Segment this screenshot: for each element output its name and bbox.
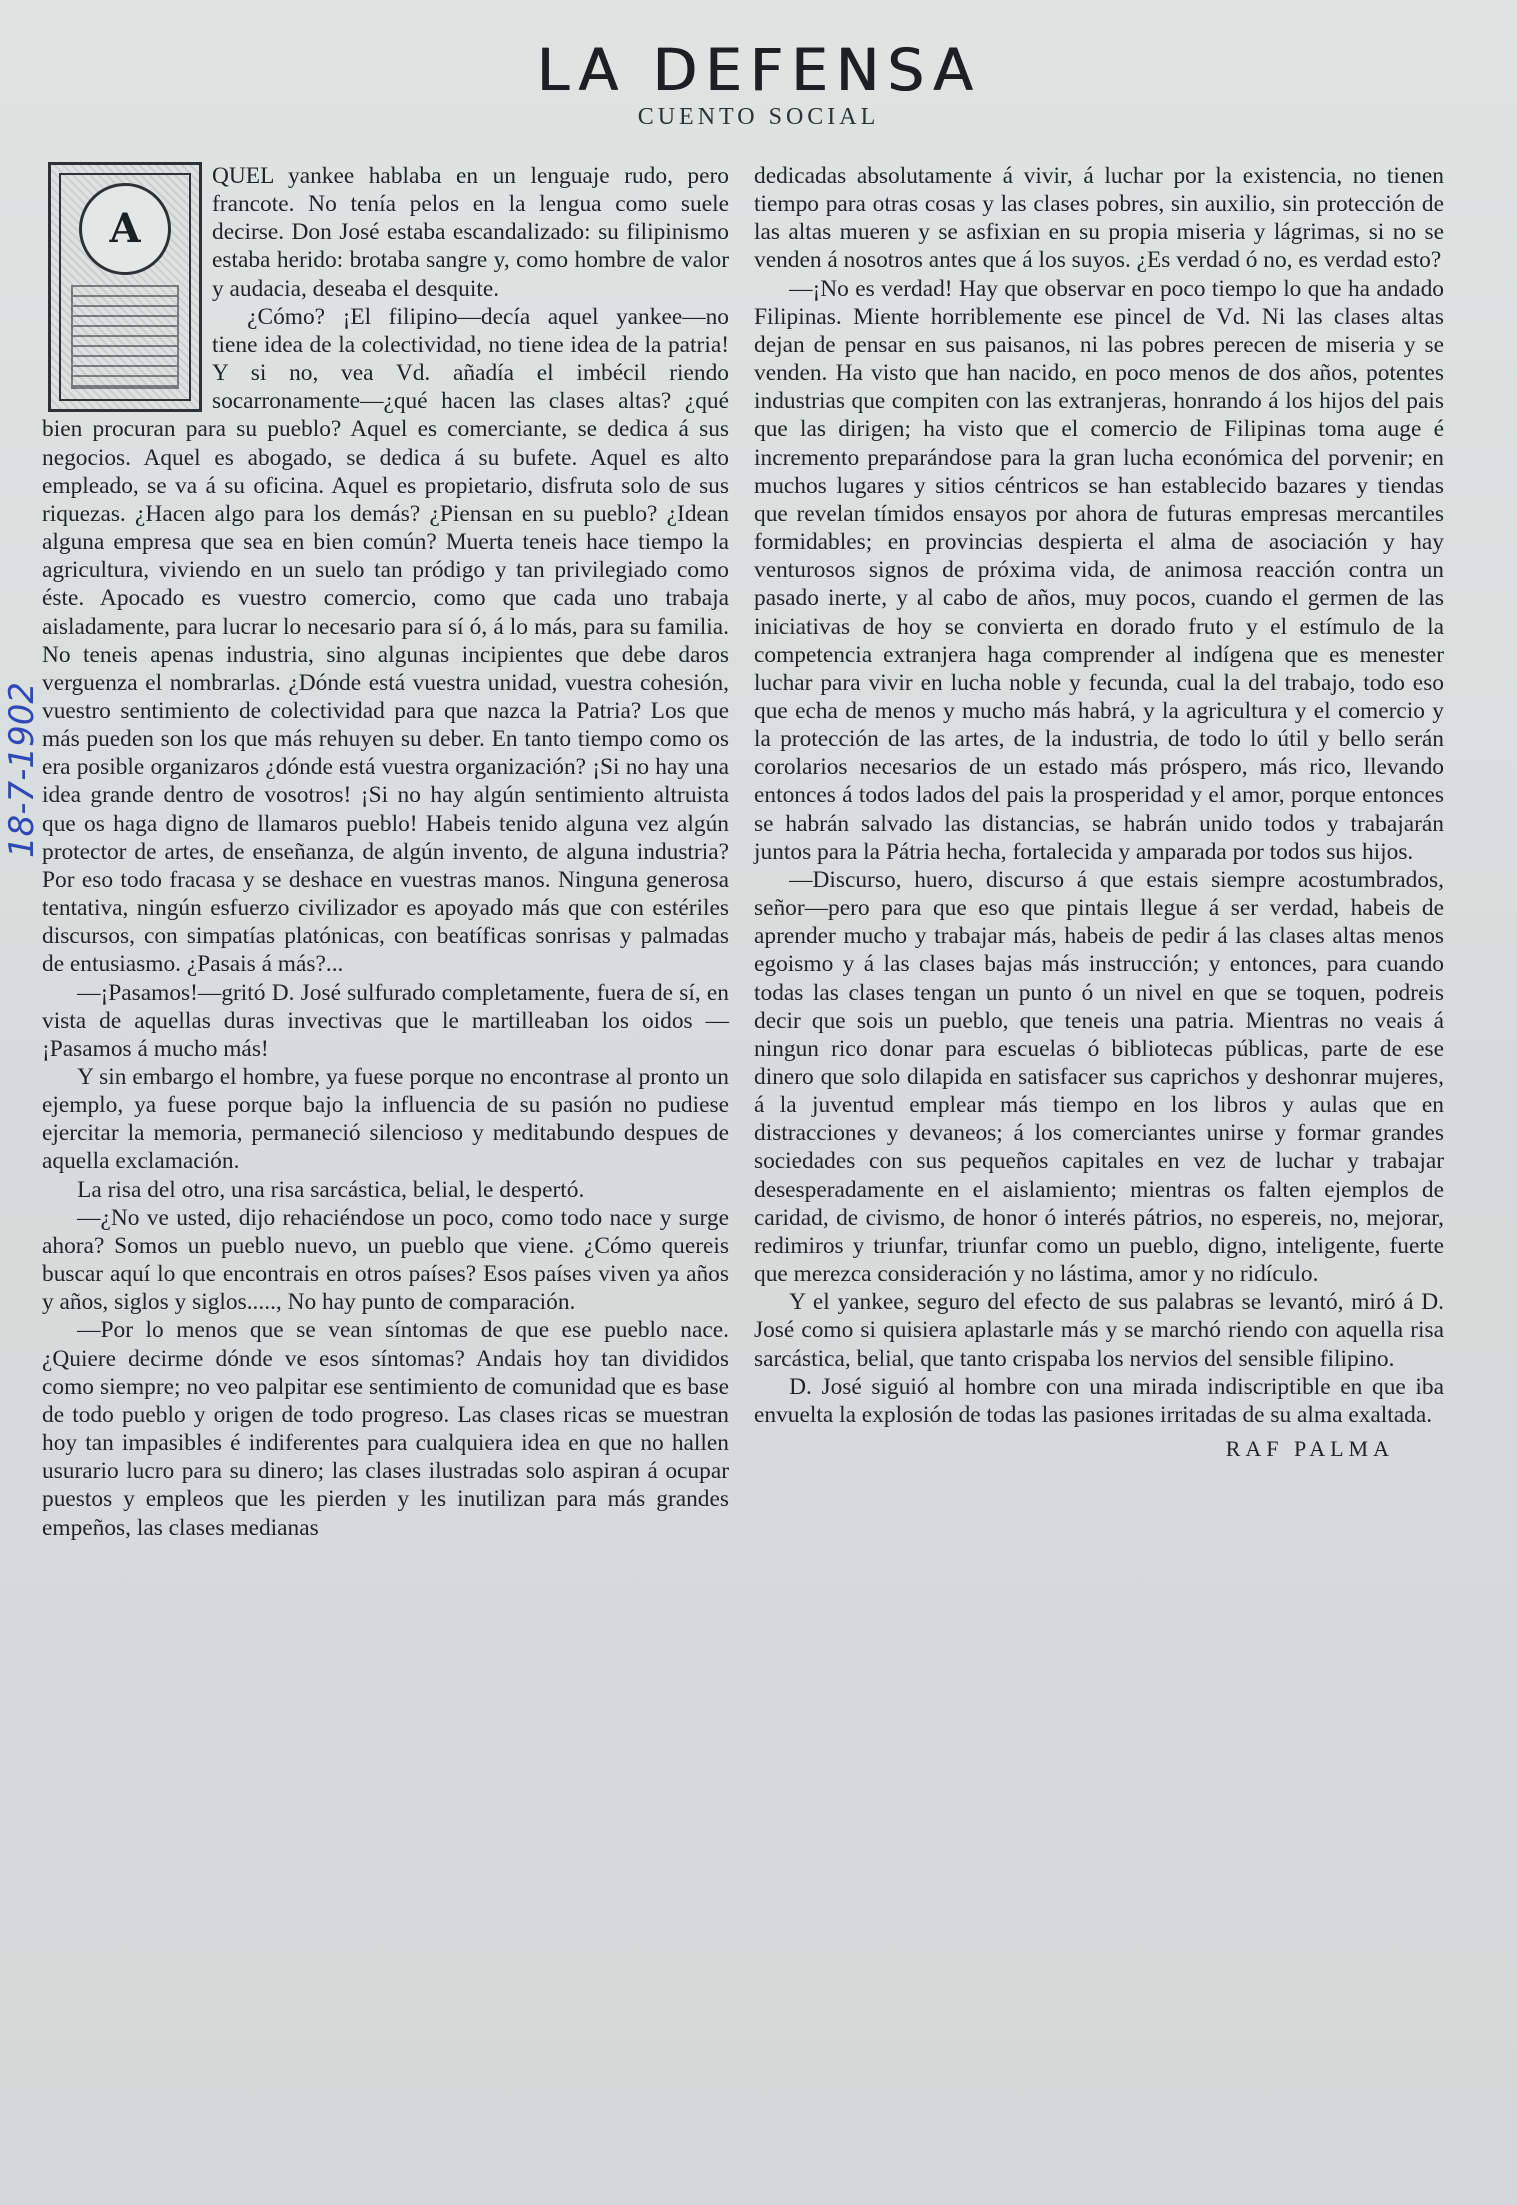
- paragraph: Y sin embargo el hombre, ya fuese porque no encontrase al pronto un ejemplo, ya fuese porque bajo la influencia de su pasión no pudiese ejercitar la memoria, permaneció silencioso y meditabundo despues de aquella exclamación.: [42, 1064, 729, 1175]
- paragraph: ¿Cómo? ¡El filipino—decía aquel yankee—no tiene idea de la colectividad, no tiene idea de la patria! Y si no, vea Vd. añadía el imbécil riendo socarronamente—¿qué hacen las clases altas? ¿qué bien procuran para su pueblo? Aquel es comerciante, se dedica á sus negocios. Aquel es abogado, se dedica á su bufete. Aquel es alto empleado, se va á su oficina. Aquel es propietario, disfruta solo de sus riquezas. ¿Hacen algo para los demás? ¿Piensan en su pueblo? ¿Idean alguna empresa que sea en bien común? Muerta teneis hace tiempo la agricultura, viviendo en un suelo tan pródigo y tan privilegiado como éste. Apocado es vuestro comercio, como que cada uno trabaja aisladamente, para lucrar lo necesario para sí ó, á lo más, para su familia. No teneis apenas industria, sino algunas incipientes que debe daros verguenza el nombrarlas. ¿Dónde está vuestra unidad, vuestra cohesión, vuestro sentimiento de colectividad para que nazca la Patria? Los que más pueden son los que más rehuyen su deber. En tanto tiempo como os era posible organizaros ¿dónde está vuestra organización? ¡Si no hay una idea grande dentro de vosotros! ¡Si no hay algún sentimiento altruista que os haga digno de llamaros pueblo! Habeis tenido alguna vez algún protector de artes, de enseñanza, de algún invento, de alguna industria? Por eso todo fracasa y se deshace en vuestras manos. Ninguna generosa tentativa, ningún esfuerzo civilizador es apoyado más que con estériles discursos, con simpatías platónicas, con beatíficas sonrisas y palmadas de entusiasmo. ¿Pasais á más?...: [42, 303, 729, 978]
- paragraph: dedicadas absolutamente á vivir, á luchar por la existencia, no tienen tiempo para otras cosas y las clases pobres, sin auxilio, sin protección de las altas mueren y se asfixian en su propia miseria y lágrimas, si no se venden á nosotros antes que á los suyos. ¿Es verdad ó no, es verdad esto?: [754, 163, 1444, 274]
- right-column: [754, 162, 1444, 1463]
- paragraph: —¡Pasamos!—gritó D. José sulfurado completamente, fuera de sí, en vista de aquellas duras invectivas que le martilleaban los oidos —¡Pasamos á mucho más!: [42, 979, 729, 1062]
- dropcap-letter: A: [79, 183, 171, 275]
- paragraph: —¿No ve usted, dijo rehaciéndose un poco, como todo nace y surge ahora? Somos un pueblo nuevo, un pueblo que viene. ¿Cómo quereis buscar aquí lo que encontrais en otros países? Esos países viven ya años y años, siglos y siglos....., No hay punto de comparación.: [42, 1204, 729, 1316]
- handwritten-annotation: 18-7-1902: [2, 682, 42, 858]
- paragraph: —Por lo menos que se vean síntomas de que ese pueblo nace. ¿Quiere decirme dónde ve esos síntomas? Andais hoy tan divididos como siempre; no veo palpitar ese sentimiento de comunidad que es base de todo pueblo y origen de todo progreso. Las clases ricas se muestran hoy tan impasibles é indiferentes para cualquiera idea en que no hallen usurario lucro para su dinero; las clases ilustradas solo aspiran á ocupar puestos y empleos que les pierden y les inutilizan para más grandes empeños, las clases medianas: [42, 1317, 729, 1541]
- left-column: [42, 162, 729, 1542]
- paragraph: Y el yankee, seguro del efecto de sus palabras se levantó, miró á D. José como si quisiera aplastarle más y se marchó riendo con aquella risa sarcástica, belial, que tanto crispaba los nervios del sensible filipino.: [754, 1289, 1444, 1372]
- dropcap-ornament: [71, 285, 179, 389]
- author-signature: RAF PALMA: [1225, 1436, 1394, 1462]
- ornamental-dropcap: [48, 162, 202, 412]
- paragraph: —Discurso, huero, discurso á que estais siempre acostumbrados, señor—pero para que eso que pintais llegue á ser verdad, habeis de aprender mucho y trabajar más, habeis de pedir á las clases altas menos egoismo y á las clases bajas más instrucción; y entonces, para cuando todas las clases tengan un punto ó un nivel en que se toquen, podreis decir que sois un pueblo, que teneis una patria. Mientras no veais á ningun rico donar para escuelas ó bibliotecas públicas, parte de ese dinero que solo dilapida en satisfacer sus caprichos y deshonrar mujeres, á la juventud emplear más tiempo en los libros y aulas que en distracciones y devaneos; á los comerciantes unirse y formar grandes sociedades con sus pequeños capitales en vez de luchar y trabajar desesperadamente en el aislamiento; mientras os falten ejemplos de caridad, de civismo, de honor ó interés pátrios, no espereis, no, mejorar, redimiros y triunfar, triunfar como un pueblo, digno, inteligente, fuerte que merezca consideración y no lástima, amor y no ridículo.: [754, 866, 1444, 1288]
- paragraph: QUEL yankee hablaba en un lenguaje rudo, pero francote. No tenía pelos en la lengua como suele decirse. Don José estaba escandalizado: su filipinismo estaba herido: brotaba sangre y, como hombre de valor y audacia, deseaba el desquite.: [212, 163, 729, 302]
- paragraph: D. José siguió al hombre con una mirada indiscriptible en que iba envuelta la explosión de todas las pasiones irritadas de su alma exaltada.: [754, 1373, 1444, 1428]
- page-subtitle: CUENTO SOCIAL: [637, 104, 880, 130]
- page-title: LA DEFENSA: [536, 36, 981, 104]
- paragraph: —¡No es verdad! Hay que observar en poco tiempo lo que ha andado Filipinas. Miente horriblemente ese pincel de Vd. Ni las clases altas dejan de pensar en sus paisanos, ni las pobres perecen de miseria y se venden. Ha visto que han nacido, en poco menos de dos años, potentes industrias que compiten con las extranjeras, honrando á los hijos del pais que las dirigen; ha visto que el comercio de Filipinas toma auge é incremento preparándose para la gran lucha económica del porvenir; en muchos lugares y sitios céntricos se han establecido bazares y tiendas que revelan tímidos ensayos por ahora de futuras empresas mercantiles formidables; en provincias despierta el alma de asociación y hay venturosos signos de próxima vida, de animosa reacción contra un pasado inerte, y al cabo de años, muy pocos, cuando el germen de las iniciativas de hoy se convierta en dorado fruto y el estímulo de la competencia extranjera haga comprender al indígena que es menester luchar para vivir en lucha noble y fecunda, cual la del trabajo, todo eso que echa de menos y mucho más habrá, y la agricultura y el comercio y la protección de las artes, de la industria, de todo lo útil y bello serán corolarios necesarios de un estado más próspero, más rico, llevando entonces á todos lados del pais la prosperidad y el amor, porque entonces se habrán salvado las distancias, se habrán unido todos y trabajarán juntos para la Pátria hecha, fortalecida y amparada por todos sus hijos.: [754, 275, 1444, 865]
- paragraph: La risa del otro, una risa sarcástica, belial, le despertó.: [77, 1176, 585, 1203]
